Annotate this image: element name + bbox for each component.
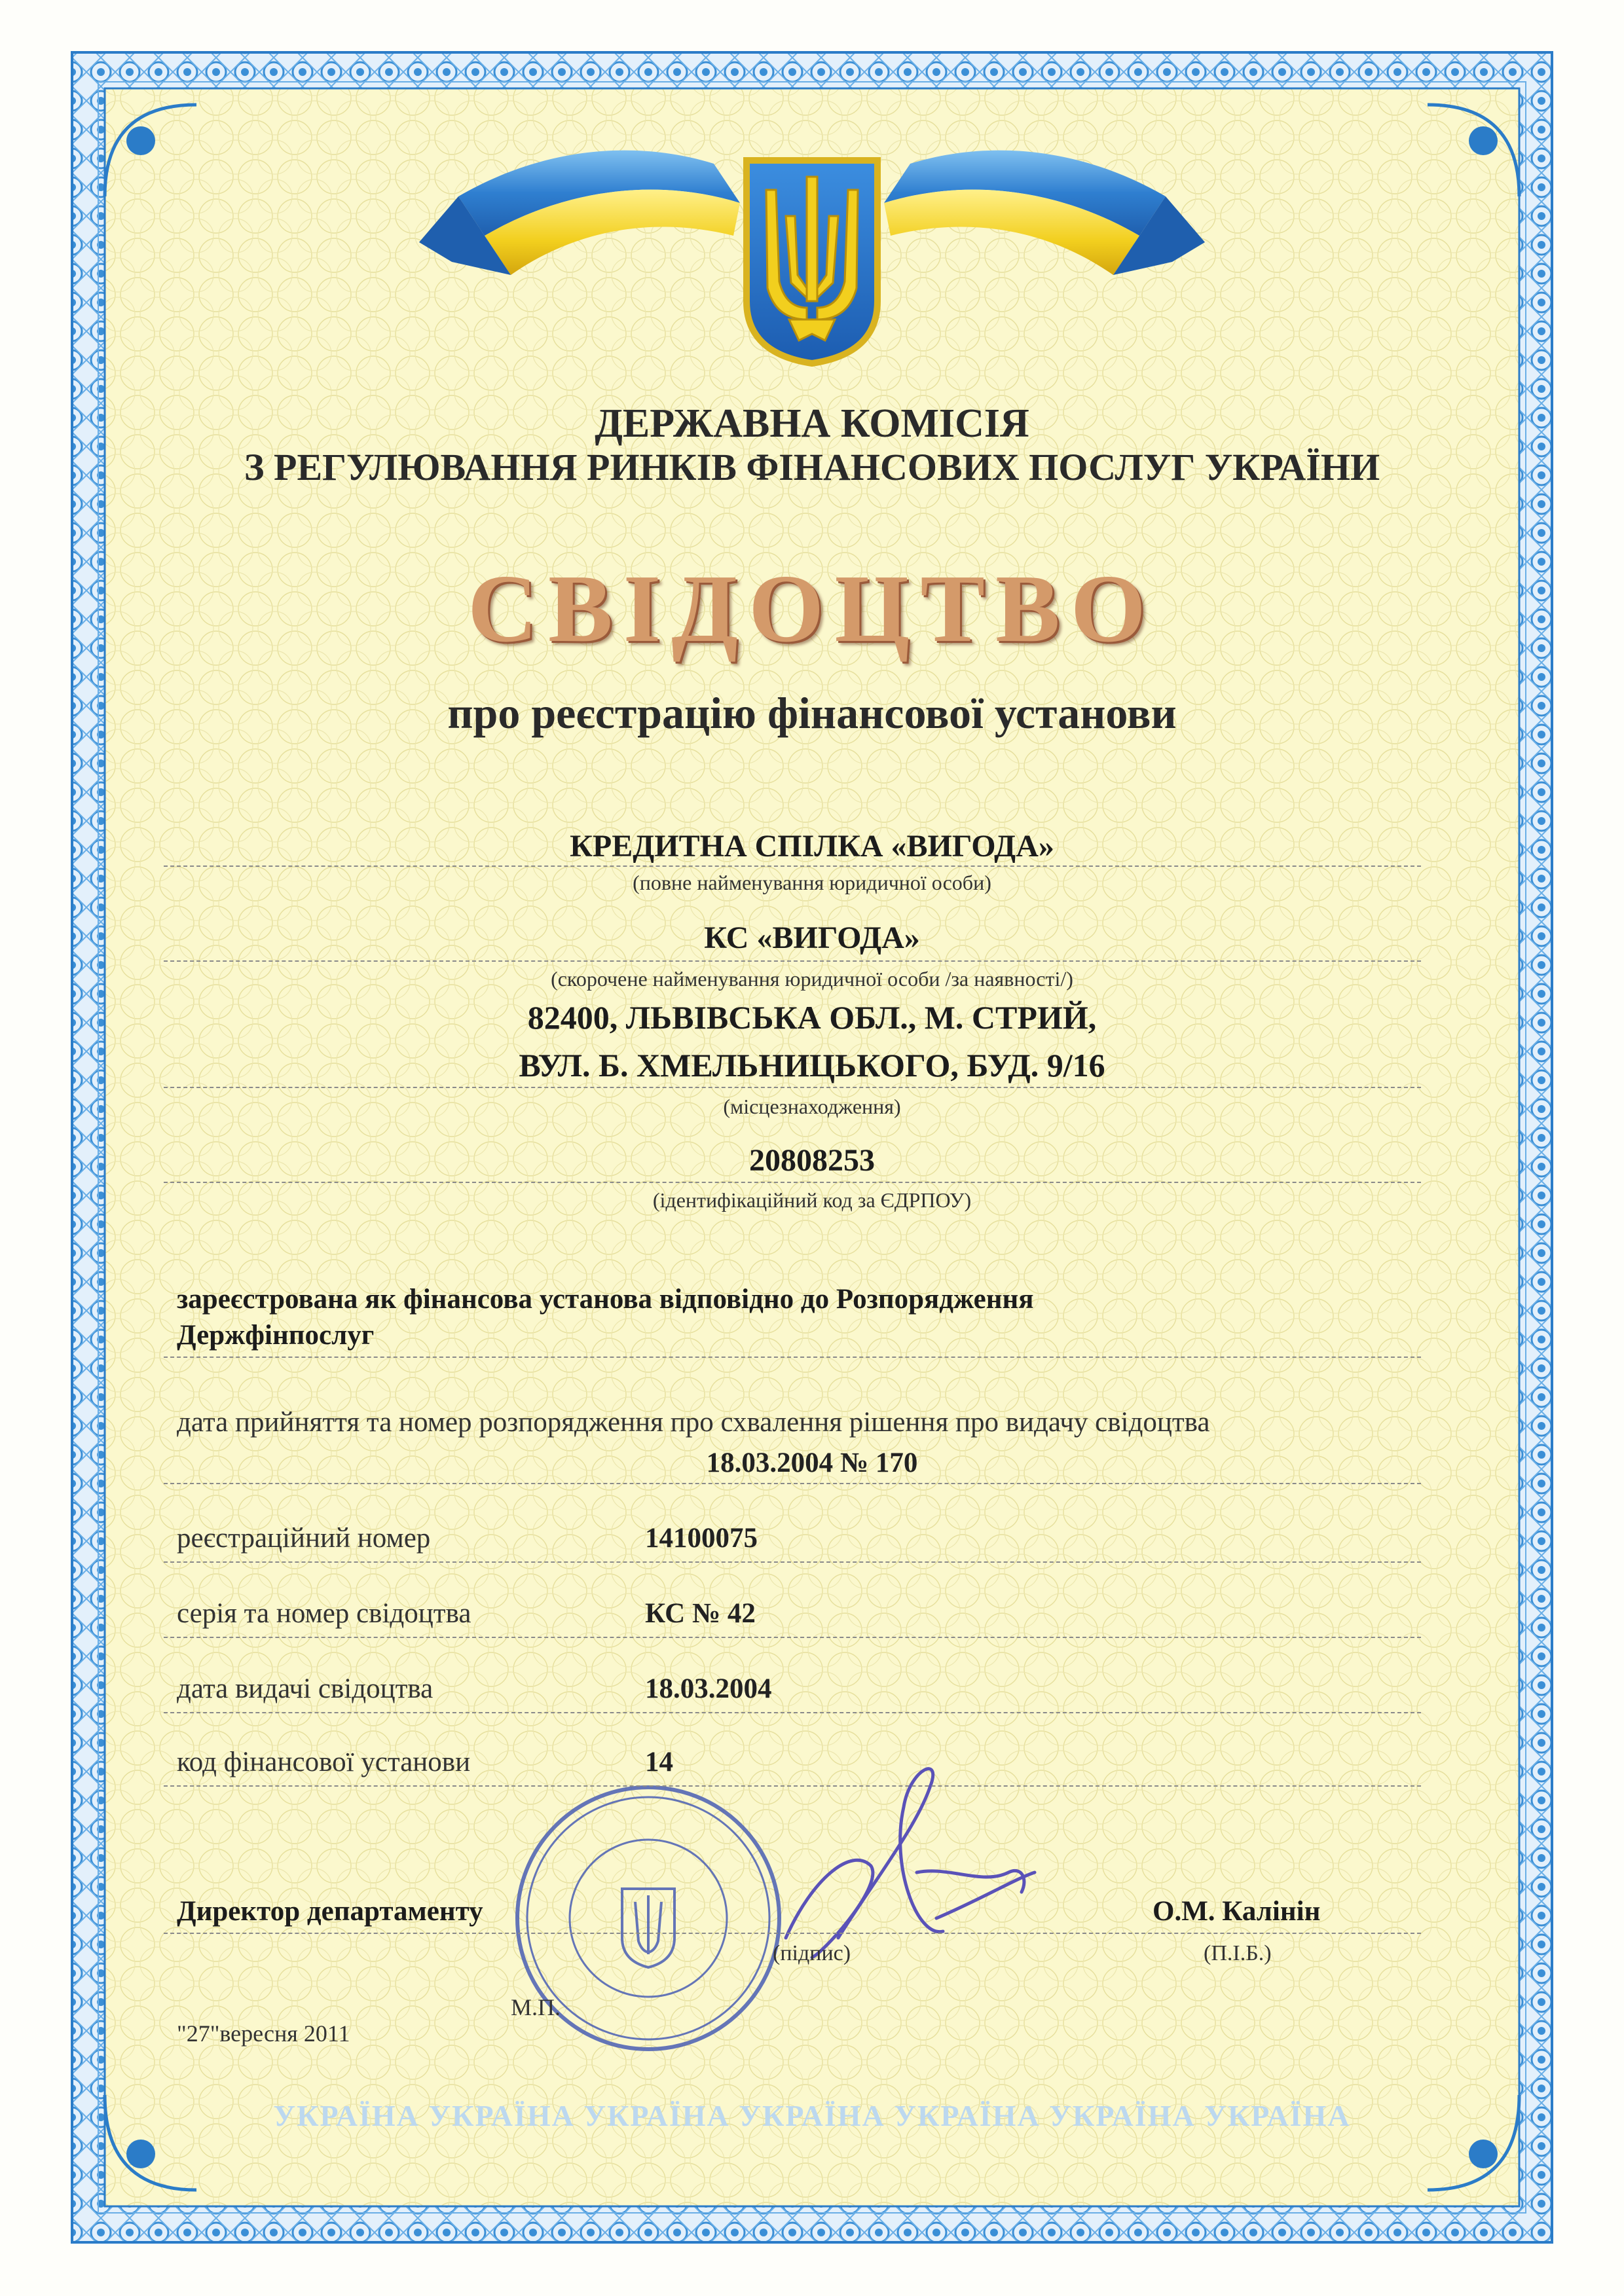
authority-name-line2: З РЕГУЛЮВАННЯ РИНКІВ ФІНАНСОВИХ ПОСЛУГ УКРАЇНИ <box>244 446 1380 488</box>
entity-full-name: КРЕДИТНА СПІЛКА «ВИГОДА» <box>570 829 1054 864</box>
signatory-name-caption: (П.І.Б.) <box>1204 1941 1272 1965</box>
signing-date: "27"вересня 2011 <box>177 2020 350 2047</box>
edrpou-caption: (ідентифікаційний код за ЄДРПОУ) <box>652 1188 972 1212</box>
divider-line <box>164 1182 1421 1183</box>
divider-line <box>164 1712 1421 1713</box>
field-issue-date-value: 18.03.2004 <box>645 1673 772 1704</box>
divider-line <box>164 1561 1421 1563</box>
divider-line <box>164 1933 1421 1934</box>
field-registration-number-label: реєстраційний номер <box>177 1523 431 1554</box>
divider-line <box>164 1357 1421 1358</box>
registration-basis-line2: Держфінпослуг <box>177 1320 375 1351</box>
footer-band-text: УКРАЇНА УКРАЇНА УКРАЇНА УКРАЇНА УКРАЇНА УКРАЇНА УКРАЇНА <box>273 2099 1351 2132</box>
signatory-position: Директор департаменту <box>177 1896 483 1927</box>
divider-line <box>164 1483 1421 1484</box>
address-caption: (місцезнаходження) <box>723 1095 901 1118</box>
stamp-place-mark: М.П. <box>511 1994 561 2020</box>
field-certificate-number-label: серія та номер свідоцтва <box>177 1598 471 1629</box>
decision-value: 18.03.2004 № 170 <box>706 1448 918 1478</box>
authority-name-line1: ДЕРЖАВНА КОМІСІЯ <box>595 401 1029 446</box>
address-line2: ВУЛ. Б. ХМЕЛЬНИЦЬКОГО, БУД. 9/16 <box>519 1047 1105 1084</box>
signatory-name: О.М. Калінін <box>1153 1896 1321 1927</box>
divider-line <box>164 960 1421 962</box>
address-line1: 82400, ЛЬВІВСЬКА ОБЛ., М. СТРИЙ, <box>527 999 1097 1036</box>
registration-basis-line1: зареєстрована як фінансова установа відповідно до Розпорядження <box>177 1284 1034 1315</box>
divider-line <box>164 866 1421 867</box>
field-institution-code-value: 14 <box>645 1747 673 1777</box>
field-certificate-number-value: КС № 42 <box>645 1598 756 1629</box>
edrpou-code: 20808253 <box>749 1143 875 1178</box>
signature-caption: (підпис) <box>773 1941 851 1965</box>
certificate-subtitle: про реєстрацію фінансової установи <box>447 688 1177 738</box>
divider-line <box>164 1637 1421 1638</box>
decision-label: дата прийняття та номер розпорядження про схвалення рішення про видачу свідоцтва <box>177 1407 1210 1438</box>
entity-short-name-caption: (скорочене найменування юридичної особи /за наявності/) <box>551 967 1073 991</box>
certificate-title: СВІДОЦТВО <box>468 555 1156 663</box>
field-institution-code-label: код фінансової установи <box>177 1747 471 1777</box>
entity-short-name: КС «ВИГОДА» <box>704 920 920 955</box>
divider-line <box>164 1785 1421 1787</box>
entity-full-name-caption: (повне найменування юридичної особи) <box>633 871 991 894</box>
field-issue-date-label: дата видачі свідоцтва <box>177 1673 434 1704</box>
divider-line <box>164 1087 1421 1088</box>
field-registration-number-value: 14100075 <box>645 1523 758 1554</box>
coat-of-arms-emblem <box>747 160 877 363</box>
